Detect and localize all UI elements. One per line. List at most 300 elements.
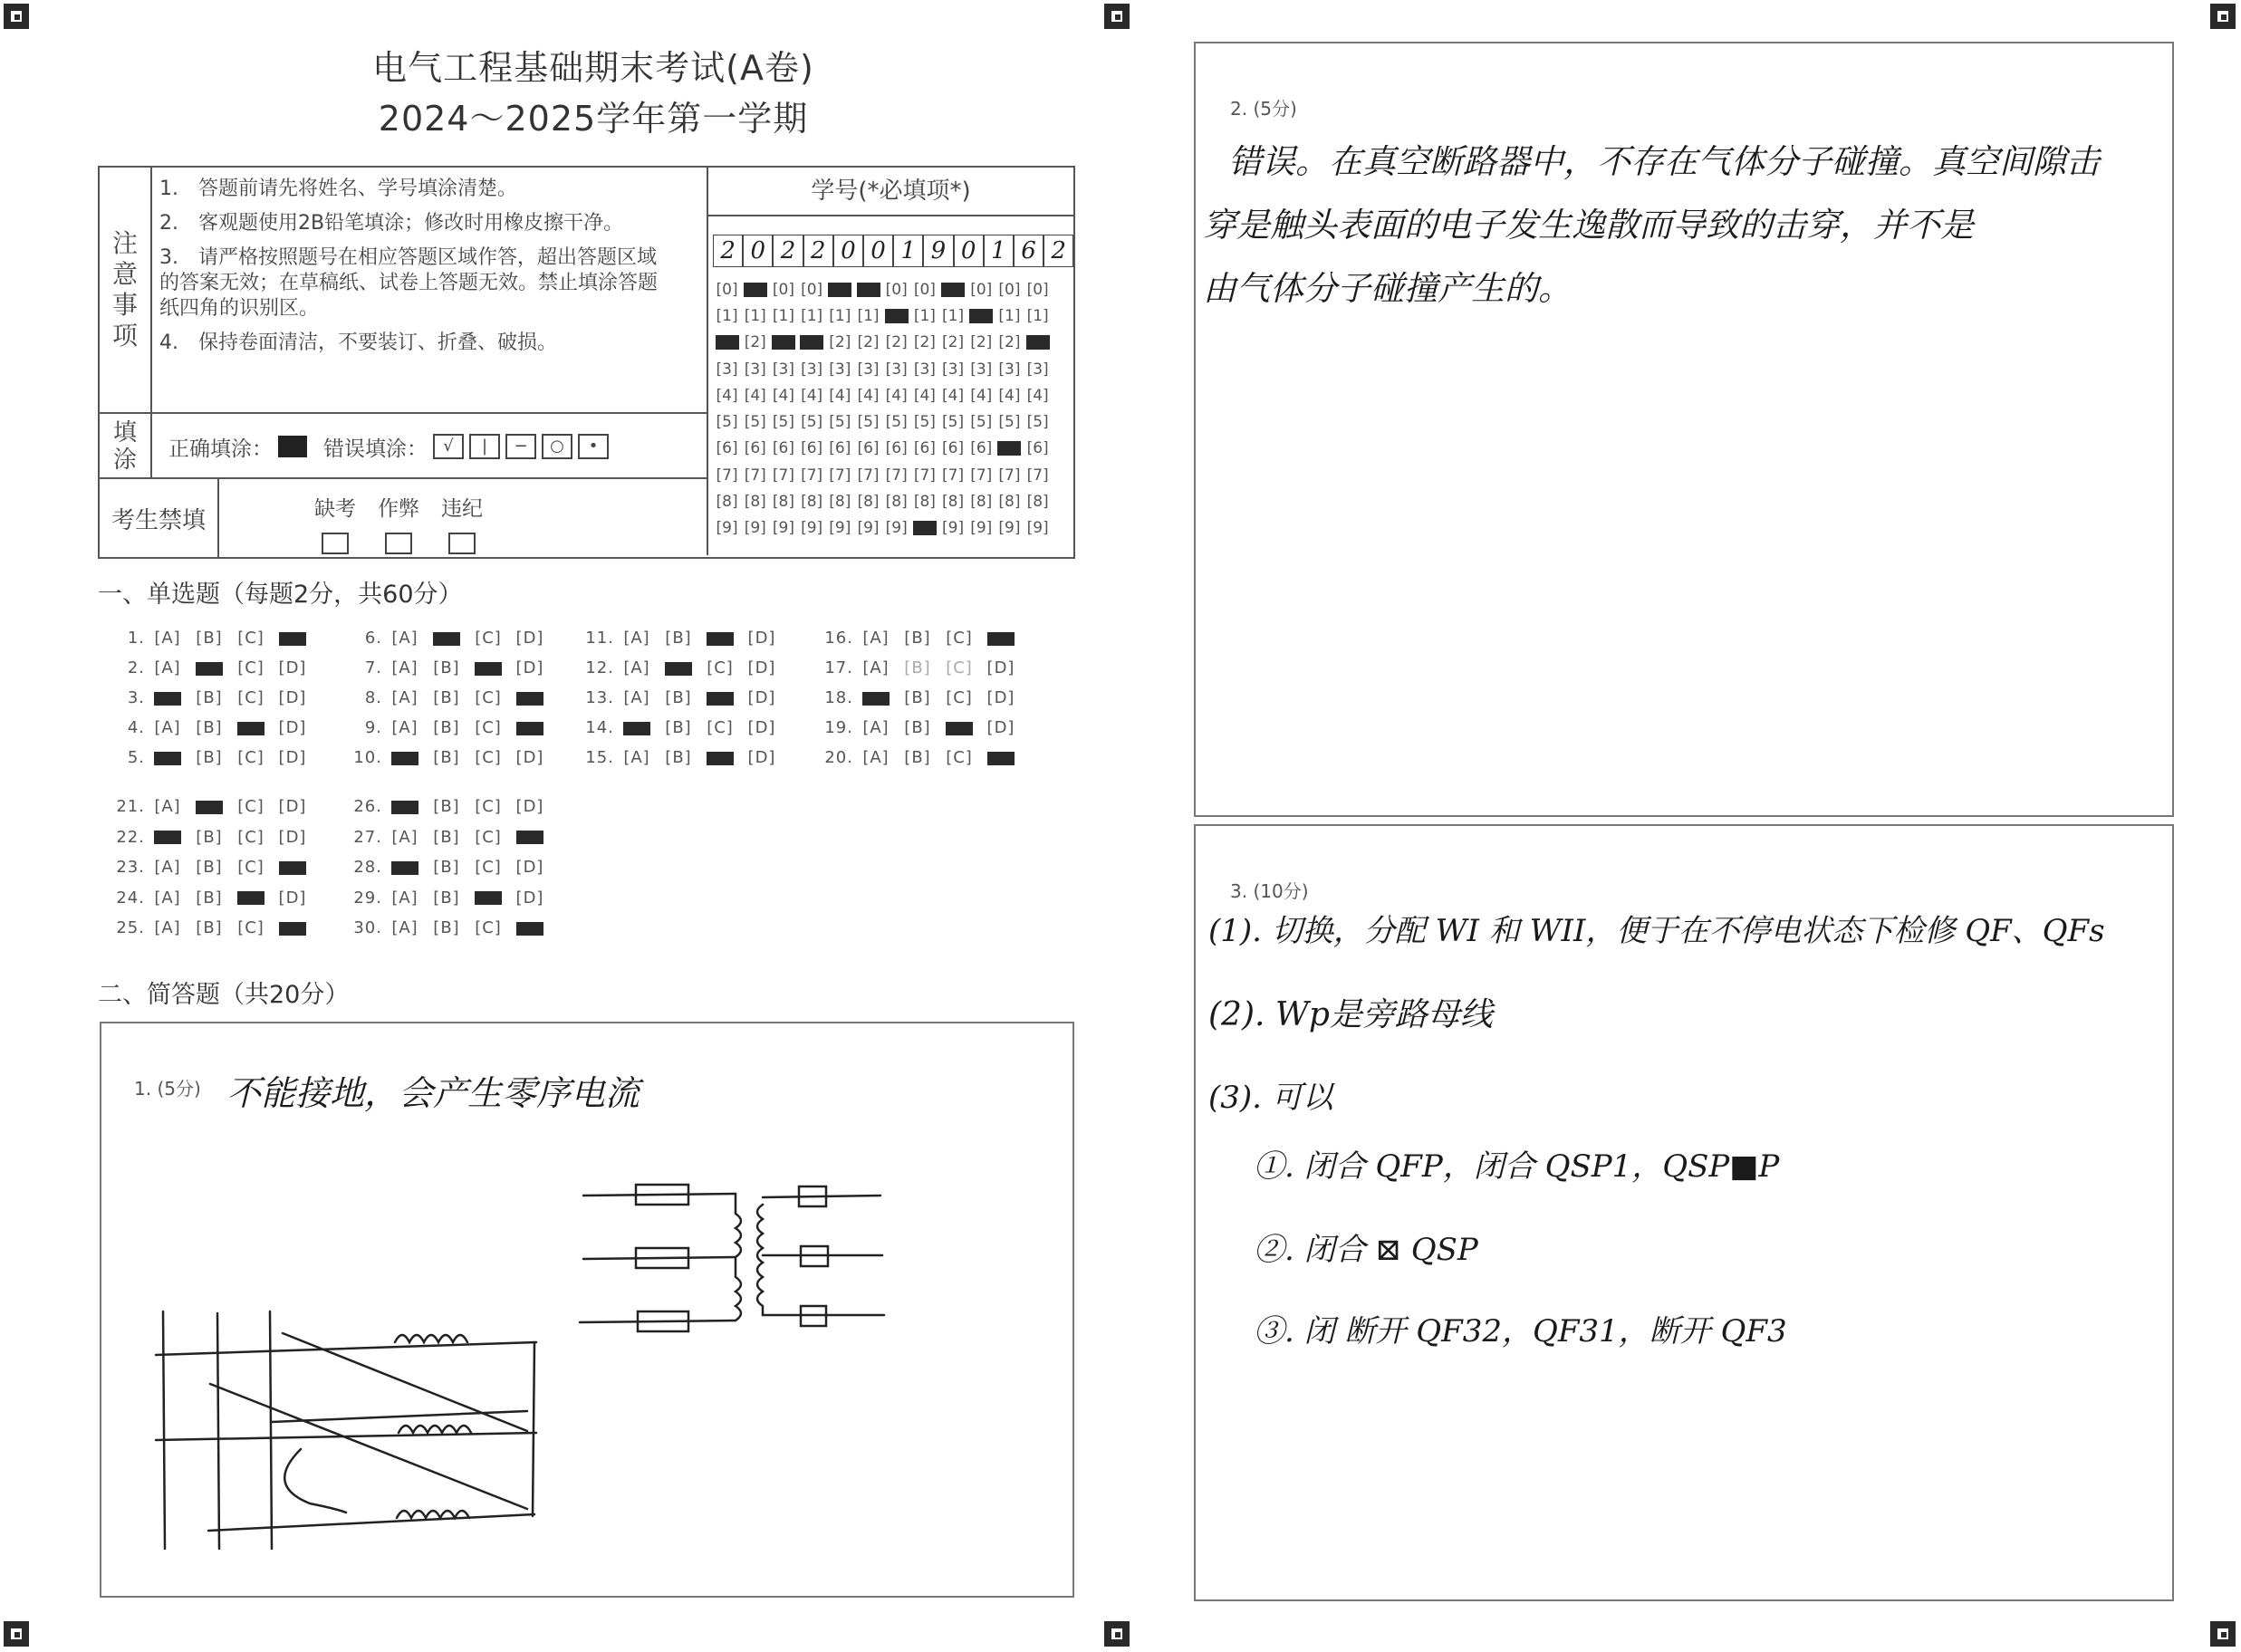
mc-option[interactable]: [D]	[986, 688, 1015, 707]
id-bubble-filled[interactable]	[826, 281, 854, 299]
cheating-option[interactable]: 作弊	[371, 492, 426, 554]
mc-question-number: 3.	[127, 688, 145, 707]
mc-option-filled[interactable]	[429, 629, 464, 648]
q1-circuit-sketch	[101, 1023, 1072, 1596]
id-bubble[interactable]: [6]	[970, 439, 993, 458]
id-bubble[interactable]: [5]	[716, 413, 738, 432]
mc-option-filled[interactable]	[513, 918, 547, 937]
id-bubble-filled[interactable]	[1024, 333, 1052, 351]
id-bubble[interactable]: [7]	[885, 466, 908, 485]
answer-sheet-header	[98, 166, 1075, 559]
mc-option[interactable]: [D]	[515, 629, 544, 648]
mc-option[interactable]: [B]	[196, 688, 223, 707]
mc-option[interactable]: [B]	[904, 718, 931, 737]
mc-option[interactable]: [C]	[237, 797, 264, 816]
mc-question-number: 7.	[364, 658, 382, 677]
id-bubble[interactable]: [7]	[913, 466, 936, 485]
id-bubble[interactable]: [2]	[942, 333, 965, 352]
id-bubble[interactable]: [3]	[744, 360, 766, 379]
mc-option[interactable]: [C]	[707, 718, 734, 737]
violation-option[interactable]: 违纪	[435, 492, 489, 554]
mc-option[interactable]: [B]	[433, 888, 460, 908]
id-bubble[interactable]: [7]	[857, 466, 880, 485]
id-bubble[interactable]: [1]	[1026, 306, 1049, 325]
mc-option-filled[interactable]	[150, 828, 185, 847]
id-bubble-row	[713, 356, 1052, 382]
mc-option-filled[interactable]	[984, 748, 1018, 767]
mc-option[interactable]: [A]	[623, 688, 650, 707]
id-bubble[interactable]: [8]	[885, 493, 908, 512]
id-bubble[interactable]: [7]	[942, 466, 965, 485]
mc-option[interactable]: [C]	[475, 827, 502, 847]
mc-question-number: 27.	[353, 827, 382, 847]
id-bubble-filled[interactable]	[854, 281, 882, 299]
mc-option[interactable]: [B]	[433, 718, 460, 737]
mc-option[interactable]: [C]	[707, 658, 734, 677]
mc-option-filled[interactable]	[859, 688, 893, 707]
id-bubble[interactable]: [5]	[1026, 413, 1049, 432]
mc-option[interactable]: [B]	[433, 688, 460, 707]
id-bubble[interactable]: [5]	[829, 413, 851, 432]
mc-option[interactable]: [B]	[196, 718, 223, 737]
id-bubble[interactable]: [2]	[829, 333, 851, 352]
mc-option[interactable]: [B]	[904, 658, 931, 677]
id-bubble[interactable]: [5]	[913, 413, 936, 432]
mc-option[interactable]: [A]	[154, 658, 181, 677]
id-bubble[interactable]: [9]	[998, 519, 1021, 538]
mc-option[interactable]: [B]	[196, 858, 223, 877]
id-bubble[interactable]: [6]	[942, 439, 965, 458]
mc-option[interactable]: [B]	[196, 918, 223, 937]
corner-marker-icon	[2210, 1621, 2236, 1647]
mc-option[interactable]: [D]	[747, 688, 776, 707]
id-bubble[interactable]: [1]	[744, 306, 766, 325]
mc-option[interactable]: [C]	[475, 748, 502, 767]
id-bubble-filled[interactable]	[967, 307, 995, 325]
student-id-digit-box[interactable]: 0	[863, 235, 893, 267]
mc-option[interactable]: [B]	[665, 688, 692, 707]
mc-option[interactable]: [A]	[862, 629, 890, 648]
id-bubble[interactable]: [9]	[970, 519, 993, 538]
mc-option-filled[interactable]	[150, 688, 185, 707]
mc-option[interactable]: [B]	[196, 827, 223, 847]
id-bubble[interactable]: [8]	[913, 493, 936, 512]
id-bubble[interactable]: [8]	[772, 493, 795, 512]
mc-option[interactable]: [A]	[154, 888, 181, 908]
mc-option[interactable]: [D]	[278, 748, 307, 767]
mc-option[interactable]: [B]	[433, 918, 460, 937]
id-bubble[interactable]: [0]	[801, 280, 823, 299]
mc-option[interactable]: [B]	[665, 748, 692, 767]
mc-option[interactable]: [C]	[475, 918, 502, 937]
id-bubble[interactable]: [1]	[716, 306, 738, 325]
id-bubble[interactable]: [3]	[885, 360, 908, 379]
mc-option-filled[interactable]	[620, 718, 654, 737]
mc-option-filled[interactable]	[703, 629, 737, 648]
absent-option[interactable]: 缺考	[308, 492, 362, 554]
correct-fill-sample	[278, 436, 307, 457]
id-bubble[interactable]: [2]	[744, 333, 766, 352]
id-bubble-filled[interactable]	[769, 333, 797, 351]
id-bubble[interactable]: [6]	[716, 439, 738, 458]
mc-option[interactable]: [D]	[747, 748, 776, 767]
id-bubble[interactable]: [7]	[744, 466, 766, 485]
id-bubble[interactable]: [8]	[801, 493, 823, 512]
id-bubble-filled[interactable]	[995, 439, 1024, 457]
mc-question-number: 22.	[116, 827, 145, 847]
mc-option[interactable]: [D]	[986, 658, 1015, 677]
mc-option-filled[interactable]	[234, 718, 268, 737]
id-bubble[interactable]: [1]	[913, 306, 936, 325]
id-bubble[interactable]: [5]	[857, 413, 880, 432]
student-id-digit-box[interactable]: 0	[743, 235, 773, 267]
mc-question-number: 14.	[585, 718, 614, 737]
id-bubble[interactable]: [4]	[801, 386, 823, 405]
id-bubble[interactable]: [1]	[772, 306, 795, 325]
id-bubble[interactable]: [9]	[744, 519, 766, 538]
id-bubble[interactable]: [8]	[1026, 493, 1049, 512]
mc-option[interactable]: [A]	[391, 658, 418, 677]
id-bubble[interactable]: [3]	[801, 360, 823, 379]
mc-option-filled[interactable]	[513, 688, 547, 707]
id-bubble[interactable]: [2]	[998, 333, 1021, 352]
id-bubble[interactable]: [7]	[801, 466, 823, 485]
id-bubble[interactable]: [0]	[970, 280, 993, 299]
mc-option[interactable]: [D]	[278, 688, 307, 707]
mc-option[interactable]: [A]	[154, 918, 181, 937]
id-bubble[interactable]: [7]	[970, 466, 993, 485]
mc-option[interactable]: [C]	[946, 658, 973, 677]
id-bubble[interactable]: [9]	[1026, 519, 1049, 538]
mc-question-number: 28.	[353, 858, 382, 877]
mc-option[interactable]: [A]	[154, 858, 181, 877]
id-bubble[interactable]: [6]	[913, 439, 936, 458]
mc-option-filled[interactable]	[234, 888, 268, 908]
id-bubble[interactable]: [8]	[942, 493, 965, 512]
id-bubble[interactable]: [0]	[913, 280, 936, 299]
id-bubble[interactable]: [6]	[829, 439, 851, 458]
id-bubble[interactable]: [6]	[1026, 439, 1049, 458]
mc-option[interactable]: [A]	[862, 658, 890, 677]
q3-answer-line: ③. 闭 断开 QF32，QF31，断开 QF3	[1254, 1313, 1787, 1349]
mc-option[interactable]: [C]	[237, 858, 264, 877]
mc-option[interactable]: [A]	[623, 658, 650, 677]
id-bubble[interactable]: [6]	[744, 439, 766, 458]
mc-option[interactable]: [B]	[433, 748, 460, 767]
fill-label: 填 涂	[100, 412, 152, 479]
mc-option-filled[interactable]	[150, 748, 185, 767]
id-bubble[interactable]: [4]	[970, 386, 993, 405]
id-bubble[interactable]: [8]	[998, 493, 1021, 512]
mc-option[interactable]: [D]	[515, 658, 544, 677]
mc-option[interactable]: [D]	[747, 629, 776, 648]
student-id-digit-box[interactable]: 0	[833, 235, 863, 267]
id-bubble[interactable]: [0]	[998, 280, 1021, 299]
mc-question-10	[344, 748, 554, 767]
mc-question-1	[107, 629, 317, 648]
id-bubble[interactable]: [7]	[998, 466, 1021, 485]
student-id-digit-box[interactable]: 2	[1044, 235, 1073, 267]
mc-question-number: 24.	[116, 888, 145, 908]
mc-option-filled[interactable]	[192, 658, 226, 677]
id-bubble-filled[interactable]	[939, 281, 967, 299]
mc-option-filled[interactable]	[984, 629, 1018, 648]
id-bubble[interactable]: [0]	[1026, 280, 1049, 299]
student-id-handwritten	[713, 235, 1073, 267]
id-bubble[interactable]: [5]	[744, 413, 766, 432]
wrong-fill-sample: •	[578, 434, 609, 459]
id-bubble-filled[interactable]	[798, 333, 826, 351]
mc-option[interactable]: [A]	[391, 827, 418, 847]
mc-option[interactable]: [D]	[515, 888, 544, 908]
mc-option[interactable]: [C]	[475, 797, 502, 816]
mc-option[interactable]: [C]	[237, 827, 264, 847]
id-bubble[interactable]: [7]	[716, 466, 738, 485]
mc-option-filled[interactable]	[703, 688, 737, 707]
mc-question-27	[344, 828, 554, 847]
mc-option[interactable]: [A]	[154, 797, 181, 816]
mc-option-filled[interactable]	[513, 718, 547, 737]
mc-option-filled[interactable]	[388, 748, 422, 767]
id-bubble[interactable]: [9]	[801, 519, 823, 538]
id-bubble[interactable]: [6]	[857, 439, 880, 458]
mc-question-number: 1.	[127, 629, 145, 648]
student-id-digit-box[interactable]: 2	[773, 235, 803, 267]
id-bubble[interactable]: [7]	[772, 466, 795, 485]
id-bubble[interactable]: [9]	[857, 519, 880, 538]
mc-option[interactable]: [C]	[946, 688, 973, 707]
q2-answer-line: 穿是触头表面的电子发生逸散而导致的击穿，并不是	[1203, 206, 1974, 245]
mc-option[interactable]: [A]	[391, 888, 418, 908]
mc-option[interactable]: [B]	[433, 827, 460, 847]
mc-option-filled[interactable]	[275, 918, 310, 937]
student-id-bubbles	[713, 276, 1052, 542]
id-bubble[interactable]: [9]	[942, 519, 965, 538]
id-bubble[interactable]: [1]	[857, 306, 880, 325]
mc-question-number: 30.	[353, 918, 382, 937]
mc-option[interactable]: [D]	[278, 658, 307, 677]
mc-option[interactable]: [C]	[475, 688, 502, 707]
mc-option[interactable]: [B]	[196, 629, 223, 648]
violation-checkbox[interactable]	[448, 533, 476, 554]
id-bubble[interactable]: [4]	[857, 386, 880, 405]
mc-question-number: 13.	[585, 688, 614, 707]
id-bubble[interactable]: [4]	[998, 386, 1021, 405]
mc-option[interactable]: [B]	[196, 748, 223, 767]
notes-list	[159, 177, 667, 365]
mc-option[interactable]: [A]	[623, 748, 650, 767]
id-bubble[interactable]: [3]	[913, 360, 936, 379]
id-bubble[interactable]: [0]	[885, 280, 908, 299]
id-bubble[interactable]: [1]	[942, 306, 965, 325]
student-id-digit-box[interactable]: 6	[1014, 235, 1044, 267]
mc-option[interactable]: [D]	[515, 748, 544, 767]
id-bubble[interactable]: [9]	[772, 519, 795, 538]
mc-option-filled[interactable]	[703, 748, 737, 767]
id-bubble[interactable]: [1]	[801, 306, 823, 325]
mc-option[interactable]: [C]	[475, 858, 502, 877]
mc-option[interactable]: [A]	[154, 629, 181, 648]
mc-option[interactable]: [B]	[904, 748, 931, 767]
id-bubble[interactable]: [2]	[885, 333, 908, 352]
mc-option[interactable]: [D]	[515, 797, 544, 816]
id-bubble[interactable]: [4]	[829, 386, 851, 405]
id-bubble[interactable]: [9]	[716, 519, 738, 538]
mc-option-filled[interactable]	[388, 858, 422, 877]
id-bubble[interactable]: [4]	[885, 386, 908, 405]
mc-option[interactable]: [A]	[862, 748, 890, 767]
mc-option[interactable]: [D]	[278, 797, 307, 816]
note-item: 3. 请严格按照题号在相应答题区域作答，超出答题区域的答案无效；在草稿纸、试卷上答题无效。禁止填涂答题纸四角的识别区。	[159, 246, 659, 320]
id-bubble[interactable]: [3]	[772, 360, 795, 379]
mc-option[interactable]: [C]	[237, 629, 264, 648]
id-bubble[interactable]: [2]	[857, 333, 880, 352]
mc-option[interactable]: [B]	[665, 629, 692, 648]
corner-marker-icon	[1104, 4, 1130, 29]
mc-option[interactable]: [D]	[278, 888, 307, 908]
wrong-fill-sample: |	[469, 434, 500, 459]
mc-option[interactable]: [A]	[391, 918, 418, 937]
id-bubble[interactable]: [9]	[829, 519, 851, 538]
id-bubble[interactable]: [2]	[913, 333, 936, 352]
mc-option-filled[interactable]	[661, 658, 696, 677]
mc-option-filled[interactable]	[192, 797, 226, 816]
student-id-digit-box[interactable]: 9	[923, 235, 953, 267]
mc-option[interactable]: [C]	[237, 658, 264, 677]
student-id-digit-box[interactable]: 2	[713, 235, 743, 267]
id-bubble[interactable]: [3]	[998, 360, 1021, 379]
mc-question-number: 4.	[127, 718, 145, 737]
mc-option[interactable]: [B]	[433, 797, 460, 816]
id-bubble[interactable]: [8]	[829, 493, 851, 512]
mc-option[interactable]: [D]	[986, 718, 1015, 737]
mc-question-number: 17.	[824, 658, 853, 677]
id-bubble[interactable]: [3]	[857, 360, 880, 379]
mc-option[interactable]: [B]	[433, 858, 460, 877]
id-bubble-filled[interactable]	[910, 519, 938, 537]
mc-option[interactable]: [D]	[747, 658, 776, 677]
mc-option[interactable]: [C]	[475, 718, 502, 737]
id-bubble[interactable]: [3]	[942, 360, 965, 379]
q3-label: 3. (10分)	[1230, 880, 1309, 902]
id-bubble[interactable]: [3]	[970, 360, 993, 379]
id-bubble[interactable]: [0]	[772, 280, 795, 299]
mc-option[interactable]: [A]	[862, 718, 890, 737]
mc-question-19	[815, 718, 1025, 737]
id-bubble[interactable]: [4]	[716, 386, 738, 405]
mc-option[interactable]: [B]	[433, 658, 460, 677]
mc-option[interactable]: [D]	[515, 858, 544, 877]
q3-answer-line: (1). 切换，分配 WI 和 WII，便于在不停电状态下检修 QF、QFs	[1208, 913, 2105, 949]
id-bubble[interactable]: [8]	[857, 493, 880, 512]
mc-option[interactable]: [A]	[623, 629, 650, 648]
id-bubble[interactable]: [5]	[885, 413, 908, 432]
mc-option[interactable]: [C]	[237, 918, 264, 937]
id-bubble[interactable]: [8]	[744, 493, 766, 512]
mc-option[interactable]: [C]	[237, 748, 264, 767]
mc-option-filled[interactable]	[275, 629, 310, 648]
mc-question-number: 5.	[127, 748, 145, 767]
student-id-digit-box[interactable]: 1	[984, 235, 1014, 267]
id-bubble[interactable]: [4]	[913, 386, 936, 405]
id-bubble[interactable]: [6]	[885, 439, 908, 458]
id-bubble[interactable]: [9]	[885, 519, 908, 538]
q2-answer-box[interactable]	[1194, 42, 2174, 817]
mc-option[interactable]: [B]	[904, 688, 931, 707]
mc-option[interactable]: [A]	[391, 688, 418, 707]
id-bubble[interactable]: [3]	[829, 360, 851, 379]
mc-option-filled[interactable]	[513, 828, 547, 847]
q3-answer-box[interactable]	[1194, 824, 2174, 1601]
mc-option-filled[interactable]	[388, 797, 422, 816]
mc-option[interactable]: [B]	[904, 629, 931, 648]
absent-checkbox[interactable]	[322, 533, 349, 554]
mc-option[interactable]: [B]	[665, 718, 692, 737]
id-bubble[interactable]: [3]	[1026, 360, 1049, 379]
mc-option-filled[interactable]	[275, 858, 310, 877]
id-bubble[interactable]: [3]	[716, 360, 738, 379]
id-bubble[interactable]: [6]	[801, 439, 823, 458]
id-bubble[interactable]: [5]	[998, 413, 1021, 432]
mc-question-12	[576, 658, 786, 677]
mc-option[interactable]: [C]	[946, 748, 973, 767]
fill-example-row	[150, 412, 707, 479]
mc-question-15	[576, 748, 786, 767]
student-id-digit-box[interactable]: 0	[954, 235, 984, 267]
id-bubble[interactable]: [6]	[772, 439, 795, 458]
id-bubble[interactable]: [5]	[801, 413, 823, 432]
id-bubble[interactable]: [1]	[829, 306, 851, 325]
id-bubble[interactable]: [1]	[998, 306, 1021, 325]
id-bubble[interactable]: [7]	[829, 466, 851, 485]
mc-option[interactable]: [A]	[391, 718, 418, 737]
mc-option[interactable]: [A]	[154, 718, 181, 737]
id-bubble[interactable]: [8]	[970, 493, 993, 512]
q1-answer-box[interactable]	[100, 1022, 1074, 1598]
id-bubble[interactable]: [4]	[1026, 386, 1049, 405]
mc-option[interactable]: [D]	[747, 718, 776, 737]
mc-option[interactable]: [C]	[946, 629, 973, 648]
id-bubble[interactable]: [2]	[970, 333, 993, 352]
id-bubble[interactable]: [8]	[716, 493, 738, 512]
id-bubble[interactable]: [5]	[942, 413, 965, 432]
mc-option[interactable]: [C]	[237, 688, 264, 707]
mc-option[interactable]: [B]	[196, 888, 223, 908]
id-bubble-filled[interactable]	[741, 281, 769, 299]
cheating-checkbox[interactable]	[385, 533, 412, 554]
mc-option[interactable]: [A]	[391, 629, 418, 648]
id-bubble[interactable]: [4]	[744, 386, 766, 405]
id-bubble[interactable]: [5]	[970, 413, 993, 432]
mc-option-filled[interactable]	[942, 718, 976, 737]
mc-option-filled[interactable]	[471, 658, 505, 677]
mc-option[interactable]: [C]	[475, 629, 502, 648]
mc-option-filled[interactable]	[471, 888, 505, 908]
mc-option[interactable]: [D]	[278, 827, 307, 847]
wrong-fill-sample: −	[505, 434, 536, 459]
id-bubble-filled[interactable]	[882, 307, 910, 325]
id-bubble[interactable]: [4]	[772, 386, 795, 405]
id-bubble[interactable]: [5]	[772, 413, 795, 432]
id-bubble[interactable]: [0]	[716, 280, 738, 299]
id-bubble[interactable]: [7]	[1026, 466, 1049, 485]
student-id-digit-box[interactable]: 1	[893, 235, 923, 267]
mc-option[interactable]: [D]	[278, 718, 307, 737]
mc-question-23	[107, 858, 317, 877]
id-bubble[interactable]: [4]	[942, 386, 965, 405]
student-id-digit-box[interactable]: 2	[803, 235, 833, 267]
id-bubble-filled[interactable]	[713, 333, 741, 351]
